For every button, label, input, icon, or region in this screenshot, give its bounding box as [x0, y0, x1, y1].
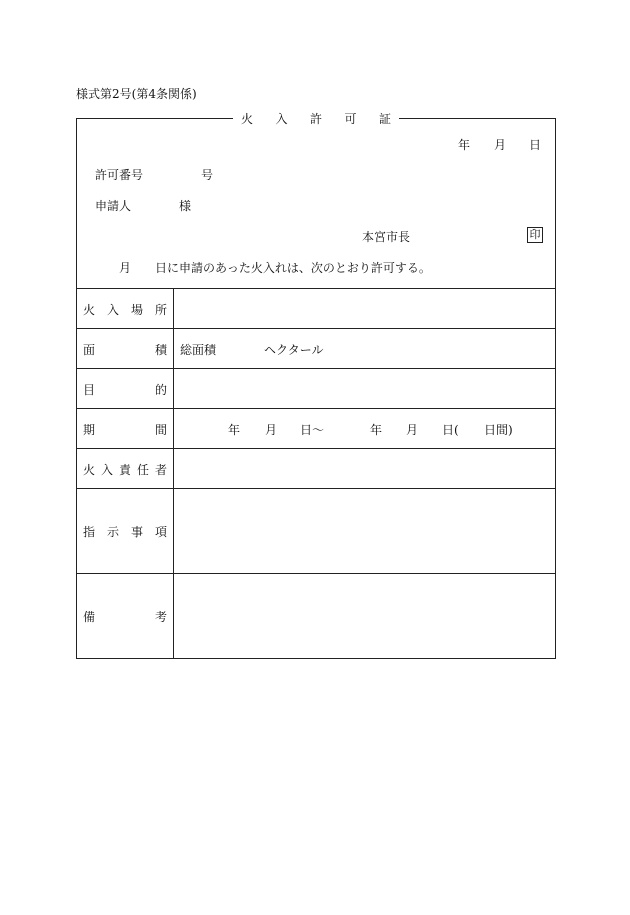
label-char: 備 — [83, 610, 96, 624]
period-value[interactable] — [174, 409, 555, 449]
label-char: 考 — [154, 610, 167, 624]
label-char: 目 — [83, 382, 96, 397]
label-char: 期 — [83, 422, 96, 437]
instructions-value[interactable] — [174, 489, 555, 574]
row-label — [77, 449, 174, 489]
row-responsible-person — [77, 448, 555, 489]
end-month: 月 — [406, 422, 419, 437]
responsible-person-value[interactable] — [174, 449, 555, 489]
start-day: 日〜 — [300, 422, 325, 437]
label-char: 事 — [130, 525, 143, 539]
row-fire-location — [77, 288, 555, 329]
row-instructions — [77, 488, 555, 574]
start-year: 年 — [228, 422, 241, 437]
label-char: 面 — [83, 342, 96, 357]
issue-year-label: 年 — [458, 138, 471, 152]
title-char: 証 — [378, 112, 391, 126]
row-label — [77, 289, 174, 329]
label-char: 任 — [136, 462, 149, 477]
row-label — [77, 574, 174, 659]
title-char: 火 — [241, 112, 254, 126]
form-title — [233, 110, 399, 127]
label-char: 間 — [154, 422, 167, 437]
title-char: 可 — [344, 112, 357, 126]
label-char: 指 — [83, 525, 96, 539]
end-year: 年 — [370, 422, 383, 437]
label-char: 場 — [130, 302, 143, 317]
applicant-suffix: 様 — [179, 199, 192, 213]
row-area — [77, 328, 555, 369]
row-label — [77, 489, 174, 574]
label-char: 火 — [83, 462, 96, 477]
permit-number-label: 許可番号 — [95, 168, 144, 182]
remarks-value[interactable] — [174, 574, 555, 659]
day-count: 日間) — [484, 422, 513, 437]
label-char: 的 — [154, 382, 167, 397]
title-rule-left — [77, 118, 233, 119]
label-char: 示 — [106, 525, 119, 539]
issuer-name: 本宮市長 — [362, 230, 411, 244]
seal-mark: 印 — [527, 227, 543, 243]
label-char: 入 — [100, 462, 113, 477]
issue-month-label: 月 — [494, 138, 507, 152]
title-rule-right — [399, 118, 555, 119]
row-label — [77, 409, 174, 449]
statement-month: 月 — [119, 261, 132, 275]
purpose-value[interactable] — [174, 369, 555, 409]
applicant-label: 申請人 — [95, 199, 132, 213]
statement-text: 日に申請のあった火入れは、次のとおり許可する。 — [155, 261, 431, 275]
end-day: 日( — [442, 422, 459, 437]
issue-day-label: 日 — [529, 138, 542, 152]
label-char: 積 — [154, 342, 167, 357]
row-purpose — [77, 368, 555, 409]
label-char: 火 — [83, 302, 96, 317]
label-char: 入 — [106, 302, 119, 317]
row-label — [77, 369, 174, 409]
label-char: 所 — [154, 302, 167, 317]
label-char: 者 — [154, 462, 167, 477]
permit-number-suffix: 号 — [201, 168, 214, 182]
row-label — [77, 329, 174, 369]
label-char: 項 — [154, 525, 167, 539]
title-char: 許 — [309, 112, 322, 126]
permit-form — [76, 112, 556, 659]
form-number-label: 様式第2号(第4条関係) — [76, 87, 197, 101]
row-period — [77, 408, 555, 449]
fire-location-value[interactable] — [174, 289, 555, 329]
area-value[interactable] — [174, 329, 555, 369]
total-area-label: 総面積 — [180, 342, 217, 357]
title-char: 入 — [275, 112, 288, 126]
hectare-unit: ヘクタール — [264, 342, 324, 357]
start-month: 月 — [265, 422, 278, 437]
row-remarks — [77, 573, 555, 659]
label-char: 責 — [118, 462, 131, 477]
